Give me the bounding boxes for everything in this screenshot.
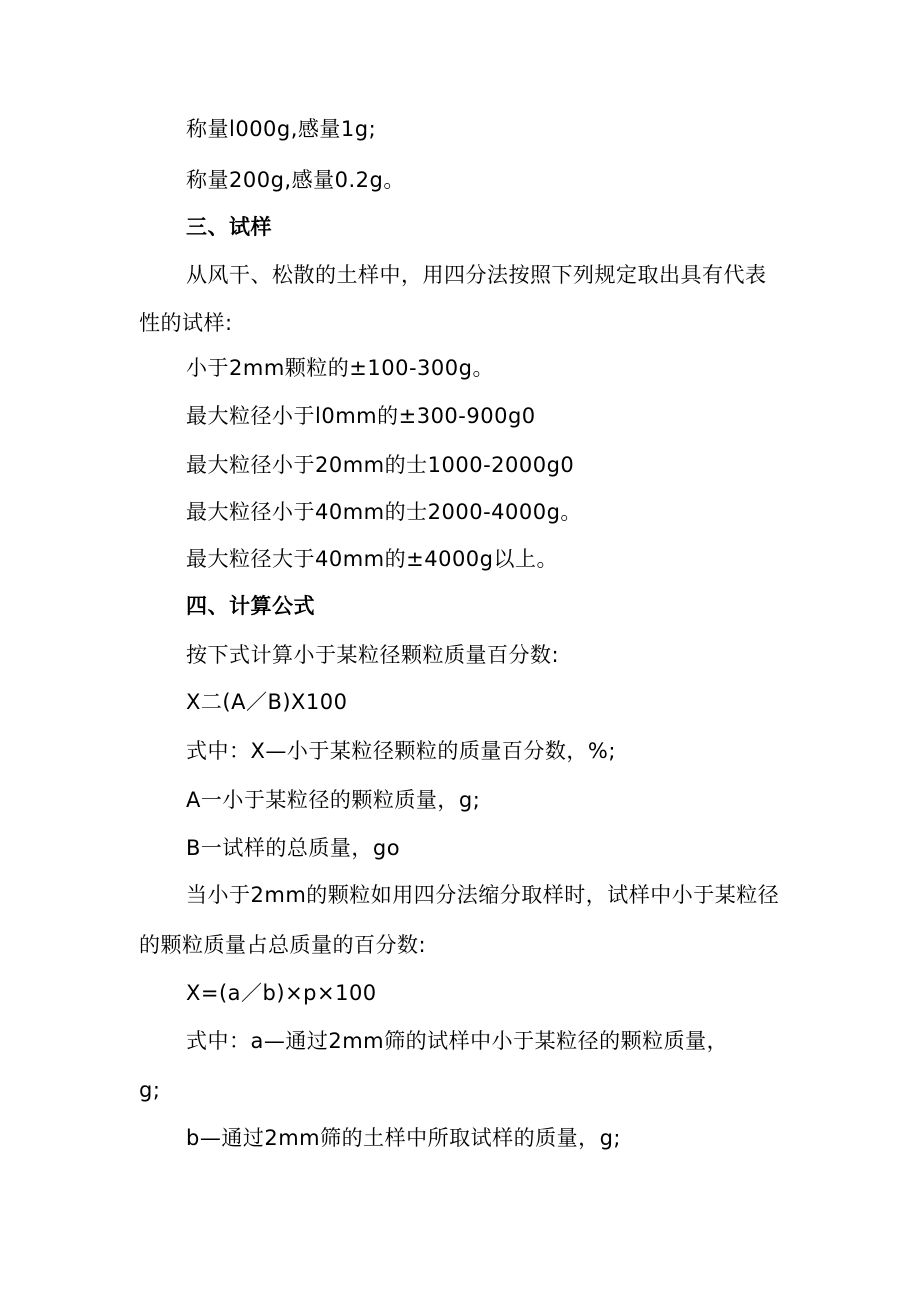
section-heading-sample: 三、试样 — [186, 215, 272, 239]
formula-definition: B一试样的总质量，go — [186, 836, 401, 860]
paragraph-line: 的颗粒质量占总质量的百分数: — [139, 933, 427, 957]
formula-definition-continued: g; — [139, 1078, 161, 1102]
formula-line: X=(a／b)×p×100 — [186, 981, 377, 1005]
formula-definition: A一小于某粒径的颗粒质量，g; — [186, 788, 481, 812]
list-item: 小于2mm颗粒的±100-300g。 — [186, 356, 494, 380]
list-item: 最大粒径大于40mm的±4000g以上。 — [186, 547, 559, 571]
paragraph-line: 按下式计算小于某粒径颗粒质量百分数: — [186, 643, 560, 667]
paragraph-line: 当小于2mm的颗粒如用四分法缩分取样时，试样中小于某粒径 — [186, 883, 780, 907]
paragraph-line: 从风干、松散的土样中，用四分法按照下列规定取出具有代表 — [186, 263, 767, 287]
list-item: 最大粒径小于20mm的士1000-2000g0 — [186, 453, 575, 477]
paragraph-line: 性的试样: — [139, 311, 233, 335]
formula-line: X二(A／B)X100 — [186, 690, 348, 714]
scale-200g-line: 称量200g,感量0.2g。 — [186, 168, 405, 192]
list-item: 最大粒径小于40mm的士2000-4000g。 — [186, 500, 582, 524]
section-heading-formula: 四、计算公式 — [186, 594, 315, 618]
list-item: 最大粒径小于l0mm的±300-900g0 — [186, 404, 536, 428]
scale-1000g-line: 称量l000g,感量1g; — [186, 117, 377, 141]
formula-definition: 式中：a—通过2mm筛的试样中小于某粒径的颗粒质量， — [186, 1029, 729, 1053]
formula-definition: b—通过2mm筛的土样中所取试样的质量，g; — [186, 1126, 622, 1150]
formula-definition: 式中：X—小于某粒径颗粒的质量百分数，%; — [186, 739, 616, 763]
